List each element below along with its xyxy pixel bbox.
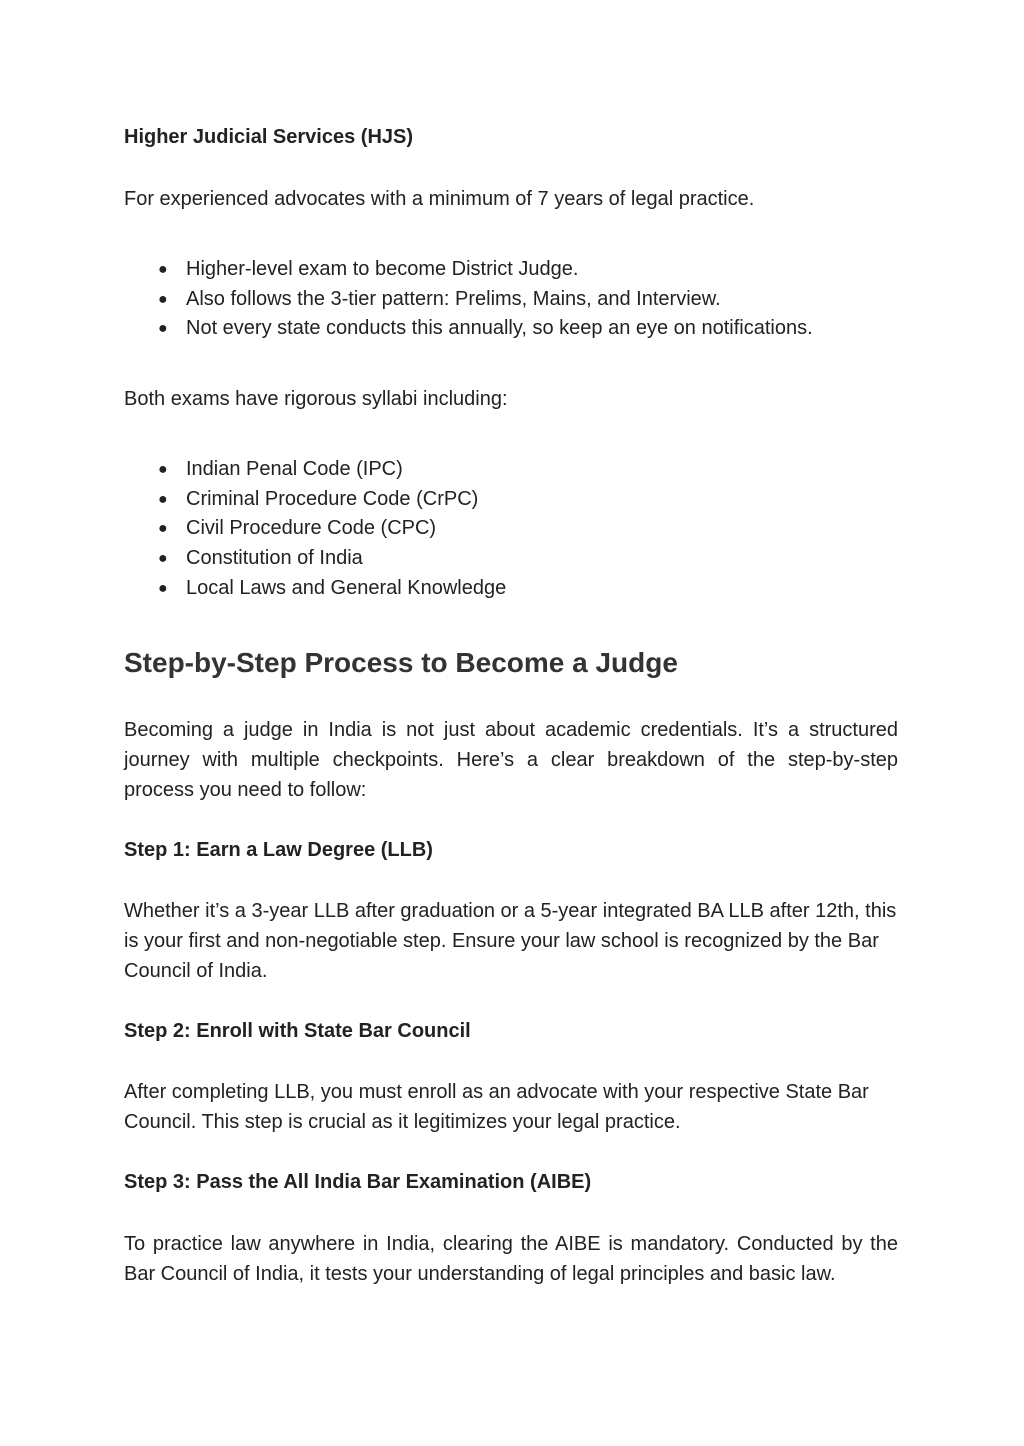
step-3-title: Step 3: Pass the All India Bar Examination (AIBE) <box>124 1171 592 1193</box>
list-item: ● Indian Penal Code (IPC) <box>124 455 506 485</box>
step-3-body: To practice law anywhere in India, clearing the AIBE is mandatory. Conducted by the Bar Council of India, it tests your understanding of legal principles and basic law. <box>124 1233 898 1285</box>
bullet-icon: ● <box>158 490 168 508</box>
list-item: ● Higher-level exam to become District Judge. <box>124 255 813 285</box>
bullet-icon: ● <box>158 520 168 538</box>
bullet-icon: ● <box>158 579 168 597</box>
syllabi-intro: Both exams have rigorous syllabi including: <box>124 388 508 410</box>
step-2-title: Step 2: Enroll with State Bar Council <box>124 1020 471 1042</box>
list-item: ● Not every state conducts this annually, so keep an eye on notifications. <box>124 314 813 344</box>
process-heading: Step-by-Step Process to Become a Judge <box>124 647 678 678</box>
syllabi-bullet-list <box>124 455 506 604</box>
bullet-icon: ● <box>158 290 168 308</box>
list-item: ● Criminal Procedure Code (CrPC) <box>124 485 506 515</box>
list-item: ● Also follows the 3-tier pattern: Prelims, Mains, and Interview. <box>124 285 813 315</box>
hjs-intro: For experienced advocates with a minimum of 7 years of legal practice. <box>124 188 755 210</box>
bullet-icon: ● <box>158 320 168 338</box>
process-intro: Becoming a judge in India is not just about academic credentials. It’s a structured journey with multiple checkpoints. Here’s a clear breakdown of the step-by-step process you need to follow: <box>124 719 898 801</box>
step-2-body: After completing LLB, you must enroll as an advocate with your respective State Bar Council. This step is crucial as it legitimizes your legal practice. <box>124 1081 869 1133</box>
hjs-bullet-list <box>124 255 813 344</box>
list-item: ● Civil Procedure Code (CPC) <box>124 514 506 544</box>
step-1-title: Step 1: Earn a Law Degree (LLB) <box>124 839 433 861</box>
list-item: ● Constitution of India <box>124 544 506 574</box>
list-item: ● Local Laws and General Knowledge <box>124 574 506 604</box>
hjs-heading: Higher Judicial Services (HJS) <box>124 126 414 148</box>
bullet-icon: ● <box>158 261 168 278</box>
step-1-body: Whether it’s a 3-year LLB after graduation or a 5-year integrated BA LLB after 12th, this is your first and non-negotiable step. Ensure your law school is recognized by the Bar Council of India. <box>124 900 897 982</box>
bullet-icon: ● <box>158 461 168 478</box>
bullet-icon: ● <box>158 550 168 568</box>
